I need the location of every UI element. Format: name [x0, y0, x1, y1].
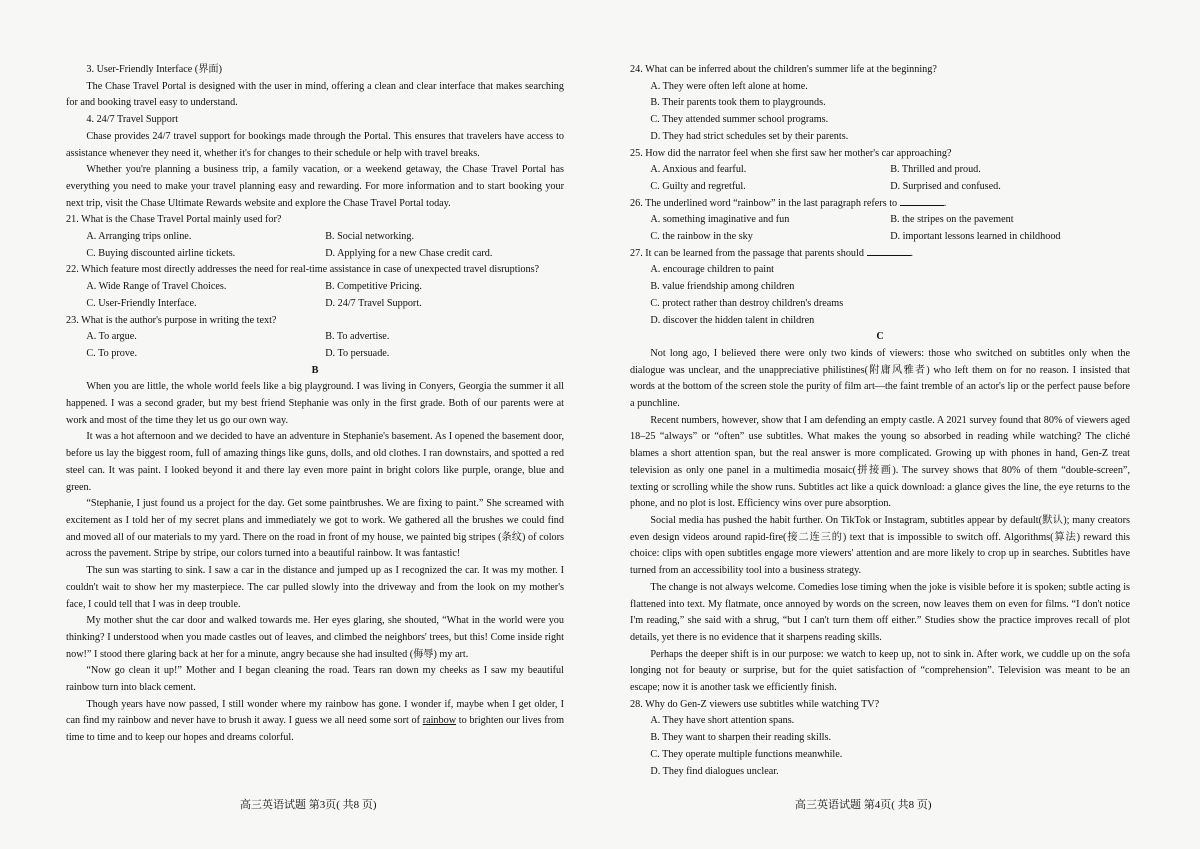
q27-option-d: D. discover the hidden talent in children: [650, 314, 815, 326]
page-footer-left: 高三英语试题 第3页( 共8 页): [240, 799, 377, 811]
q26-option-b: B. the stripes on the pavement: [890, 214, 1014, 226]
q28-option-d: D. They find dialogues unclear.: [650, 765, 779, 777]
q23-option-d: D. To persuade.: [325, 347, 390, 359]
q25-option-d: D. Surprised and confused.: [890, 180, 1001, 192]
heading-travel-support: 4. 24/7 Travel Support: [86, 114, 179, 126]
paragraph-7-start: Though years have now passed, I still wonder where my rainbow has gone. I wonder if, maybe when I get older, I can find my rainbow and never have to brush it away. I guess we all need some sort of: [66, 698, 564, 727]
paragraph-7-end: to brighten our lives from time to time and to keep our hopes and dreams colorful.: [66, 715, 564, 744]
q24-option-a: A. They were often left alone at home.: [650, 80, 808, 92]
page-footer-right: 高三英语试题 第4页( 共8 页): [795, 799, 932, 811]
q22-option-b: B. Competitive Pricing.: [325, 281, 422, 293]
passage-b-paragraph-6: “Now go clean it up!” Mother and I began cleaning the road. Tears ran down my cheeks as I saw my beautiful rainbow turn into black cement.: [66, 665, 564, 694]
q24-option-c: C. They attended summer school programs.: [650, 114, 829, 126]
paragraph-interface: The Chase Travel Portal is designed with the user in mind, offering a clean and clear interface that makes searching for and booking travel easy to understand.: [66, 80, 564, 109]
q21-option-b: B. Social networking.: [325, 231, 415, 243]
passage-b-paragraph-1: When you are little, the whole world feels like a big playground. I was living in Conyers, Georgia the summer it all happened. I was a second grader, but my best friend Stephanie was only in the first grade. Both of our parents were at work and most of the time they let us go our own way.: [66, 381, 564, 426]
q23-options-row2: [66, 346, 564, 363]
q21-options-row1: [66, 229, 564, 246]
passage-c-paragraph-4: The change is not always welcome. Comedies lose timing when the joke is visible before it is spoken; subtle acting is flattened into text. My flatmate, once annoyed by words on the screen, now leaves them on even for films. “I don't notice I'm reading,” she said with a shrug, “but I can't turn them off either.” Studies show the practice improves recall of plot details, yet there is no evidence that it sharpens reading skills.: [630, 581, 1130, 643]
q24-option-d: D. They had strict schedules set by their parents.: [650, 130, 849, 142]
passage-b-paragraph-4: The sun was starting to sink. I saw a car in the distance and jumped up as I recognized the car. It was my mother. I couldn't wait to show her my masterpiece. The car pulled slowly into the driveway and from the look on my mother's face, I could tell that I was in deep trouble.: [66, 565, 564, 610]
q21-option-d: D. Applying for a new Chase credit card.: [325, 247, 493, 259]
q22-options-row2: [66, 296, 564, 313]
underlined-word-rainbow: rainbow: [422, 715, 457, 727]
q23-option-a: A. To argue.: [86, 331, 137, 343]
q25-options-row1: [630, 162, 1130, 179]
q25-option-b: B. Thrilled and proud.: [890, 164, 981, 176]
q25-option-c: C. Guilty and regretful.: [650, 180, 746, 192]
q27-option-b: B. value friendship among children: [650, 281, 795, 293]
passage-c-paragraph-3: Social media has pushed the habit further. On TikTok or Instagram, subtitles appear by default(默认); many creators even design videos around rapid-fire(接二连三的) text that is impossible to switch off. Algorithms(算法) reward this choice: clips with open subtitles engage more viewers' attention and are more likely to crop up in searches. Subtitles have turned from an accessibility tool into a business strategy.: [630, 514, 1130, 577]
question-27-text: 27. It can be learned from the passage that parents should: [630, 247, 864, 259]
q22-option-c: C. User-Friendly Interface.: [86, 297, 197, 309]
section-b-title: B: [311, 364, 319, 376]
q22-option-a: A. Wide Range of Travel Choices.: [86, 281, 227, 293]
passage-b-paragraph-2: It was a hot afternoon and we decided to have an adventure in Stephanie's basement. As I opened the basement door, before us lay the biggest room, full of amazing things like guns, dolls, and old clothes. I ran downstairs, and spotted a red steel can. It was paint. I looked beyond it and there lay even more paint in bright colors like purple, orange, blue and green.: [66, 431, 564, 493]
q26-option-d: D. important lessons learned in childhood: [890, 231, 1061, 243]
question-22: 22. Which feature most directly addresses the need for real-time assistance in case of unexpected travel disruptions?: [66, 264, 540, 276]
q27-option-a: A. encourage children to paint: [650, 264, 775, 276]
q25-options-row2: [630, 179, 1130, 196]
passage-b-paragraph-3: “Stephanie, I just found us a project for the day. Get some paintbrushes. We are fixing to paint.” She screamed with excitement as I told her of my secret plans and immediately we got to work. We gathered all the brushes we could find and moved all of our materials to my yard. There on the road in front of my house, we painted big stripes (条纹) of colors across the pavement. Stripe by stripe, our colors turned into a beautiful rainbow. It was fantastic!: [66, 498, 564, 560]
q25-option-a: A. Anxious and fearful.: [650, 164, 747, 176]
passage-c-paragraph-2: Recent numbers, however, show that I am defending an empty castle. A 2021 survey found that 80% of viewers aged 18–25 “always” or “often” use subtitles. What makes the young so absorbed in reading while watching? The cliché blames a short attention span, but the real answer is more complicated. Growing up with phones in hand, Gen-Z treat television as only one panel in a multimedia mosaic(拼接画). The survey shows that 80% of them “double-screen”, texting or scrolling while the show runs. Subtitles act like a quick download: a glance gives the line, the eye returns to the phone, and no plot is lost. Efficiency wins over pure absorption.: [630, 414, 1130, 510]
q21-options-row2: [66, 246, 564, 263]
q28-option-c: C. They operate multiple functions meanwhile.: [650, 748, 843, 760]
heading-user-friendly: 3. User-Friendly Interface (界面): [86, 64, 222, 75]
question-26: 26. The underlined word “rainbow” in the last paragraph refers to .: [630, 197, 947, 209]
answer-blank: [867, 246, 911, 256]
answer-blank: [900, 196, 944, 206]
left-column: [66, 62, 564, 747]
q23-option-c: C. To prove.: [86, 347, 137, 359]
right-column: [630, 62, 1130, 780]
q26-options-row2: [630, 229, 1130, 246]
q26-options-row1: [630, 212, 1130, 229]
passage-b-paragraph-7: [66, 697, 564, 747]
question-25: 25. How did the narrator feel when she first saw her mother's car approaching?: [630, 147, 952, 159]
question-27: 27. It can be learned from the passage that parents should .: [630, 247, 914, 259]
q21-option-a: A. Arranging trips online.: [86, 231, 192, 243]
question-24: 24. What can be inferred about the children's summer life at the beginning?: [630, 64, 937, 75]
question-26-text: 26. The underlined word “rainbow” in the last paragraph refers to: [630, 197, 898, 209]
q22-option-d: D. 24/7 Travel Support.: [325, 297, 422, 309]
q26-option-c: C. the rainbow in the sky: [650, 231, 753, 243]
passage-b-paragraph-5: My mother shut the car door and walked towards me. Her eyes glaring, she shouted, “What in the world were you thinking? I understood when you made castles out of leaves, and climbed the neighbors' trees, but this! Come inside right now!” I stood there glaring back at her for a minute, angry because she had insulted (侮辱) my art.: [66, 615, 564, 660]
passage-c-paragraph-5: Perhaps the deeper shift is in our purpose: we watch to keep up, not to sink in. After work, we cuddle up on the sofa longing not for beauty or surprise, but for the quiet satisfaction of “comprehension”. Television was meant to be an escape; now it is another task we efficiently finish.: [630, 648, 1130, 694]
q23-options-row1: [66, 329, 564, 346]
q28-option-a: A. They have short attention spans.: [650, 715, 795, 727]
q22-options-row1: [66, 279, 564, 296]
q28-option-b: B. They want to sharpen their reading skills.: [650, 732, 831, 744]
q24-option-b: B. Their parents took them to playgrounds.: [650, 97, 826, 109]
section-c-title: C: [876, 331, 884, 343]
q21-option-c: C. Buying discounted airline tickets.: [86, 247, 236, 259]
question-21: 21. What is the Chase Travel Portal mainly used for?: [66, 214, 282, 226]
passage-c-paragraph-1: Not long ago, I believed there were only two kinds of viewers: those who switched on subtitles only when the dialogue was unclear, and the unappreciative philistines(附庸风雅者) who left them on for no reason. I insisted that words at the bottom of the screen stole the purity of film art—the faint tremble of an actor's lip or the perfect pause before a punchline.: [630, 347, 1130, 410]
question-23: 23. What is the author's purpose in writing the text?: [66, 314, 277, 326]
q26-option-a: A. something imaginative and fun: [650, 214, 790, 226]
question-28: 28. Why do Gen-Z viewers use subtitles while watching TV?: [630, 698, 880, 710]
paragraph-support: Chase provides 24/7 travel support for bookings made through the Portal. This ensures that travelers have access to assistance whenever they need it, whether it's for changes to their schedule or help with travel breaks.: [66, 130, 564, 159]
q27-option-c: C. protect rather than destroy children's dreams: [650, 297, 844, 309]
paragraph-planning: Whether you're planning a business trip, a family vacation, or a weekend getaway, the Chase Travel Portal has everything you need to make your travel planning easy and rewarding. For more information and to start booking your next trip, visit the Chase Ultimate Rewards website and explore the Chase Travel Portal today.: [66, 164, 564, 209]
q23-option-b: B. To advertise.: [325, 331, 390, 343]
